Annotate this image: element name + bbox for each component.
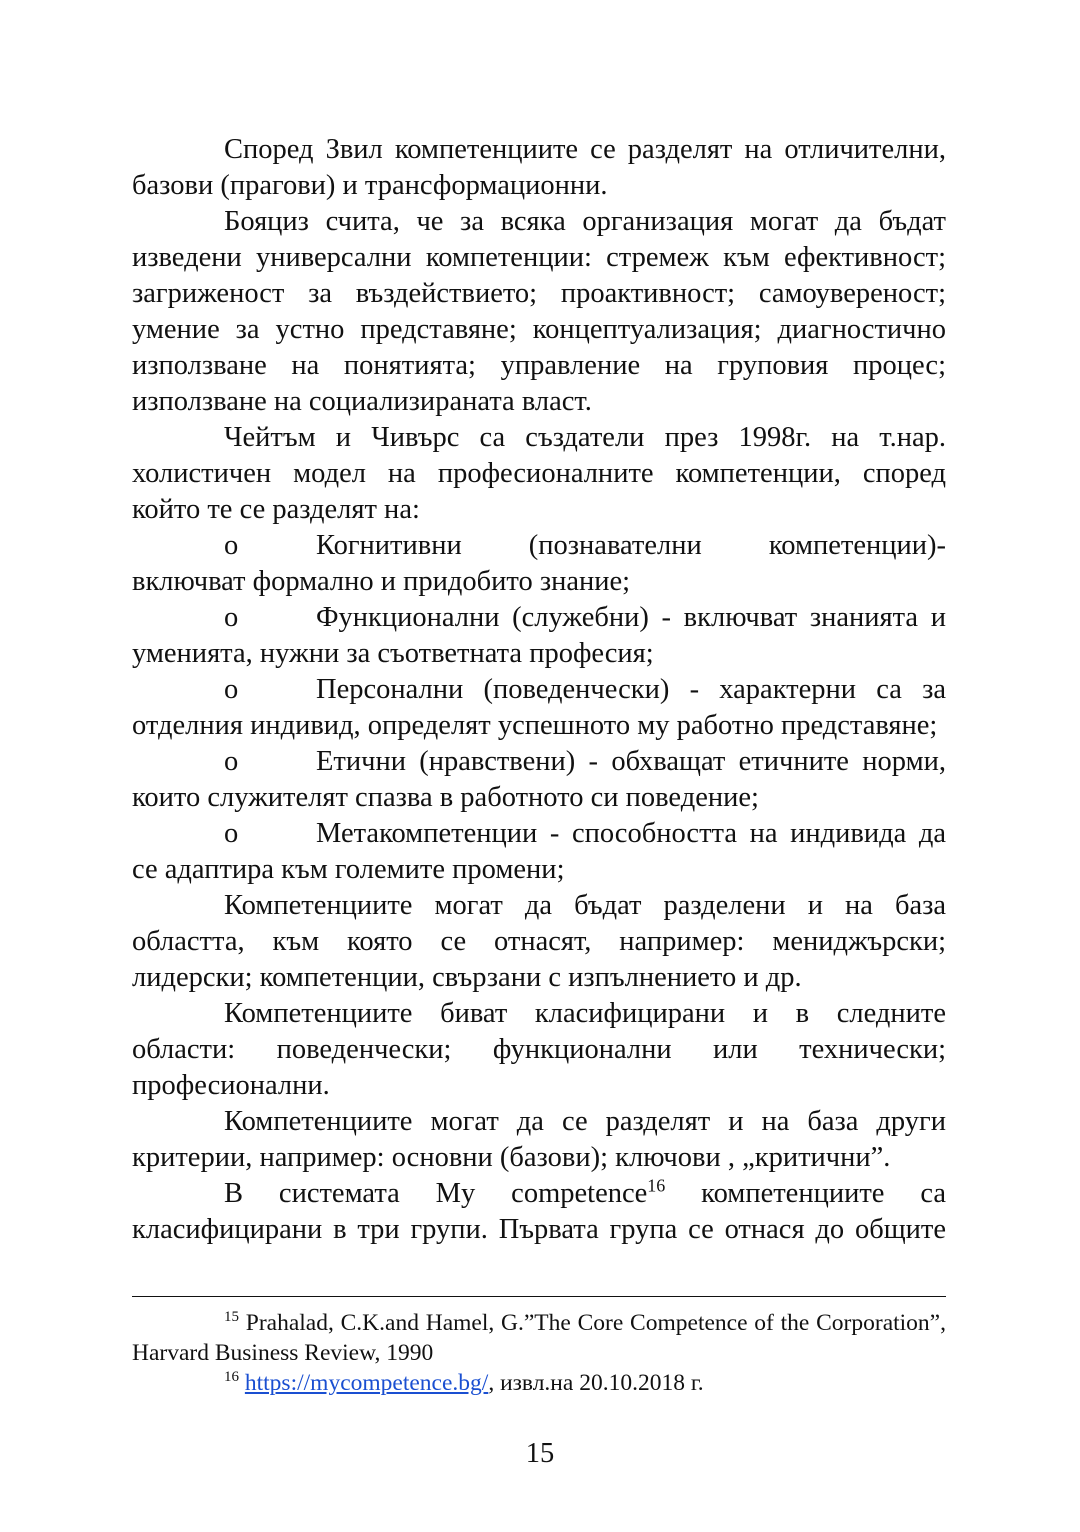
footnote-link[interactable]: https://mycompetence.bg/	[244, 1370, 489, 1396]
paragraph-zvil: Според Звил компетенциите се разделят на отличителни, базови (прагови) и трансформационни.	[132, 134, 946, 201]
list-item-functional	[132, 600, 946, 672]
list-item-text: Метакомпетенции - способността на индивида да се адаптира към големите промени;	[132, 818, 946, 885]
list-item-cognitive	[132, 528, 946, 600]
bullet-mark: o	[224, 818, 239, 849]
list-item-text: Когнитивни (познавателни компетенции)- включват формално и придобито знание;	[132, 530, 946, 597]
bullet-mark: o	[224, 602, 239, 633]
page-number: 15	[525, 1438, 555, 1469]
bullet-mark: o	[224, 674, 239, 705]
paragraph-criteria: Компетенциите могат да се разделят и на база други критерии, например: основни (базови); ключови , „критични”.	[132, 1106, 946, 1173]
paragraph-boyatzis: Бояциз счита, че за всяка организация могат да бъдат изведени универсални компетенции: стремеж към ефективност; загриженост за въздействието; проактивност; самоувереност; умение за устно представяне; концептуализация; диагностично използване на понятията; управление на груповия процес; използване на социализираната власт.	[132, 206, 946, 417]
bullet-mark: o	[224, 530, 239, 561]
footnote-ref-16[interactable]: 16	[647, 1175, 666, 1196]
page-body	[132, 132, 946, 1248]
list-item-personal	[132, 672, 946, 744]
paragraph-classified: Компетенциите биват класифицирани и в следните области: поведенчески; функционални или технически; професионални.	[132, 998, 946, 1101]
bullet-mark: o	[224, 746, 239, 777]
footnote-15	[132, 1308, 946, 1368]
footnotes	[132, 1308, 946, 1398]
footnote-16	[132, 1368, 946, 1398]
footnote-divider	[132, 1296, 946, 1297]
paragraph-text: компетенциите са класифицирани в три групи. Първата група се отнася до общите	[132, 1178, 946, 1245]
list-item-text: Персонални (поведенчески) - характерни са за отделния индивид, определят успешното му работно представяне;	[132, 674, 946, 741]
list-item-ethical	[132, 744, 946, 816]
footnote-text: , извл.на 20.10.2018 г.	[488, 1370, 704, 1396]
paragraph-text: В системата My competence	[224, 1178, 648, 1209]
footnote-number: 16	[224, 1369, 239, 1386]
paragraph-mycompetence	[132, 1176, 946, 1248]
list-item-text: Етични (нравствени) - обхващат етичните норми, които служителят спазва в работното си поведение;	[132, 746, 946, 813]
list-item-meta	[132, 816, 946, 888]
footnote-text: Prahalad, C.K.and Hamel, G.”The Core Competence of the Corporation”, Harvard Business Review, 1990	[132, 1310, 946, 1366]
footnote-number: 15	[224, 1309, 239, 1326]
list-item-text: Функционални (служебни) - включват знанията и уменията, нужни за съответната професия;	[132, 602, 946, 669]
paragraph-areas: Компетенциите могат да бъдат разделени и на база областта, към която се отнасят, например: мениджърски; лидерски; компетенции, свързани с изпълнението и др.	[132, 890, 946, 993]
paragraph-cheetham: Чейтъм и Чивърс са създатели през 1998г. на т.нар. холистичен модел на професионалните компетенции, според който те се разделят на:	[132, 422, 946, 525]
